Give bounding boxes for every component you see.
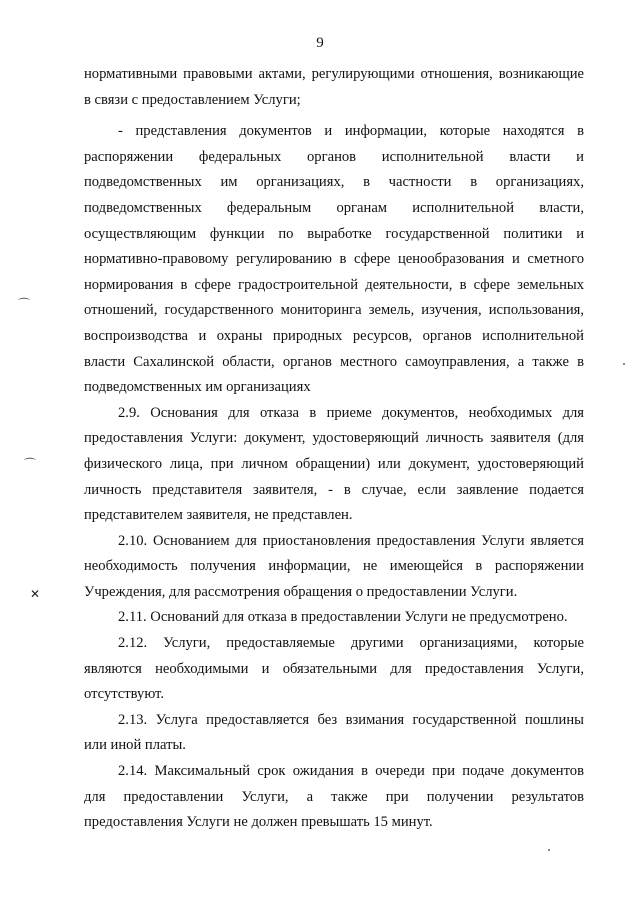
text-line: необходимость получения информации, не имеющейся в распоряжении <box>84 558 584 575</box>
text-line: воспроизводства и охраны природных ресурсов, органов исполнительной <box>84 327 584 344</box>
text-line: нормирования в сфере градостроительной деятельности, в сфере земельных <box>84 276 584 293</box>
scan-mark: ⌒ <box>18 297 31 311</box>
text-line: или иной платы. <box>84 737 186 754</box>
text-line: распоряжении федеральных органов исполнительной власти и <box>84 148 584 165</box>
text-line: - представления документов и информации, которые находятся в <box>118 123 584 140</box>
text-line: предоставления Услуги не должен превышать 15 минут. <box>84 814 433 831</box>
text-line: власти Сахалинской области, органов местного самоуправления, а также в <box>84 353 584 370</box>
scan-mark: ✕ <box>30 587 41 601</box>
text-line: подведомственных им организациях, в частности в организациях, <box>84 174 584 191</box>
text-line: 2.9. Основания для отказа в приеме документов, необходимых для <box>118 404 584 421</box>
document-body <box>84 62 584 836</box>
scan-speck <box>548 849 550 851</box>
text-line: 2.10. Основанием для приостановления предоставления Услуги является <box>118 532 584 549</box>
text-line: отношений, государственного мониторинга земель, изучения, использования, <box>84 302 584 319</box>
text-line: представителем заявителя, не представлен. <box>84 507 353 524</box>
text-line: Учреждения, для рассмотрения обращения о предоставлении Услуги. <box>84 583 518 600</box>
text-line: подведомственных им организациях <box>84 379 311 396</box>
text-line: 2.12. Услуги, предоставляемые другими организациями, которые <box>118 635 584 652</box>
text-line: отсутствуют. <box>84 686 164 703</box>
text-line: личность представителя заявителя, - в случае, если заявление подается <box>84 481 584 498</box>
scan-speck <box>623 363 625 365</box>
text-line: физического лица, при личном обращении) или документ, удостоверяющий <box>84 455 584 472</box>
text-line: для предоставлении Услуги, а также при получении результатов <box>84 788 584 805</box>
text-line: осуществляющим функции по выработке государственной политики и <box>84 225 584 242</box>
text-line: 2.11. Оснований для отказа в предоставлении Услуги не предусмотрено. <box>118 609 568 626</box>
scan-mark: ⌒ <box>24 457 37 471</box>
text-line: нормативно-правовому регулированию в сфере ценообразования и сметного <box>84 251 584 268</box>
text-line: 2.14. Максимальный срок ожидания в очереди при подаче документов <box>118 763 584 780</box>
page-number: 9 <box>316 35 324 51</box>
text-line: 2.13. Услуга предоставляется без взимания государственной пошлины <box>118 711 584 728</box>
text-line: предоставления Услуги: документ, удостоверяющий личность заявителя (для <box>84 430 584 447</box>
text-line: являются необходимыми и обязательными для предоставления Услуги, <box>84 660 584 677</box>
text-line: подведомственных федеральным органам исполнительной власти, <box>84 199 584 216</box>
text-line: нормативными правовыми актами, регулирующими отношения, возникающие <box>84 66 584 82</box>
text-line: в связи с предоставлением Услуги; <box>84 91 301 108</box>
